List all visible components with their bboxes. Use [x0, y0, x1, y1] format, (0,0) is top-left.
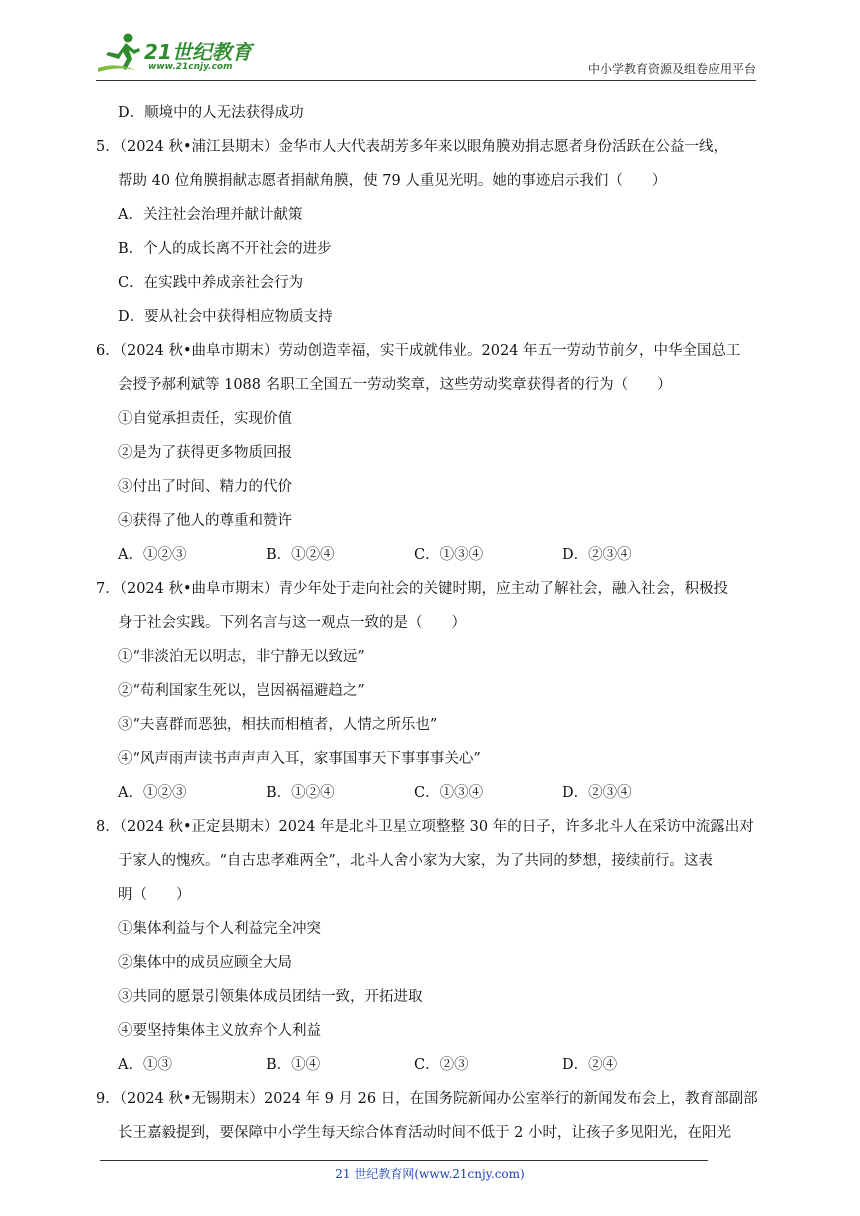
question-stem: 9．（2024 秋•无锡期末）2024 年 9 月 26 日，在国务院新闻办公室举行的新闻发布会上，教育部副部 — [96, 1091, 758, 1107]
logo — [96, 30, 266, 80]
answer-choice: C．①③④ — [414, 547, 484, 563]
question-stem: 6．（2024 秋•曲阜市期末）劳动创造幸福，实干成就伟业。2024 年五一劳动节前夕，中华全国总工 — [96, 343, 741, 359]
option-line: ②是为了获得更多物质回报 — [118, 445, 292, 461]
answer-choice: B．①②④ — [266, 547, 335, 563]
platform-title: 中小学教育资源及组卷应用平台 — [587, 62, 756, 76]
answer-choice: C．①③④ — [414, 785, 484, 801]
runner-logo-icon — [96, 32, 146, 76]
option-line: A．关注社会治理并献计献策 — [118, 207, 303, 223]
question-stem: 5．（2024 秋•浦江县期末）金华市人大代表胡芳多年来以眼角膜劝捐志愿者身份活跃在公益一线， — [96, 139, 729, 155]
question-stem-continued: 帮助 40 位角膜捐献志愿者捐献角膜，使 79 人重见光明。她的事迹启示我们（ ） — [118, 173, 667, 189]
question-stem-continued: 身于社会实践。下列名言与这一观点一致的是（ ） — [118, 615, 466, 631]
footer-divider — [100, 1160, 708, 1161]
question-stem: 8．（2024 秋•正定县期末）2024 年是北斗卫星立项整整 30 年的日子，许多北斗人在采访中流露出对 — [96, 819, 754, 835]
logo-url: www.21cnjy.com — [148, 62, 233, 72]
answer-choices — [96, 1048, 764, 1082]
option-line: ②“苟利国家生死以，岂因祸福避趋之” — [118, 683, 365, 699]
answer-choice: A．①②③ — [118, 785, 187, 801]
option-line: ④获得了他人的尊重和赞许 — [118, 513, 292, 529]
answer-choice: B．①④ — [266, 1057, 321, 1073]
answer-choice: D．②③④ — [562, 785, 632, 801]
option-line: ①“非淡泊无以明志，非宁静无以致远” — [118, 649, 365, 665]
option-line: ④“风声雨声读书声声声入耳，家事国事天下事事事关心” — [118, 751, 481, 767]
option-line: ④要坚持集体主义放弃个人利益 — [118, 1023, 321, 1039]
answer-choice: D．②④ — [562, 1057, 618, 1073]
question-stem: 7．（2024 秋•曲阜市期末）青少年处于走向社会的关键时期，应主动了解社会，融入社会，积极投 — [96, 581, 729, 597]
option-line: B．个人的成长离不开社会的进步 — [118, 241, 332, 257]
page-header — [96, 30, 756, 82]
option-line: ①集体利益与个人利益完全冲突 — [118, 921, 321, 937]
option-line: D．要从社会中获得相应物质支持 — [118, 309, 333, 325]
option-line: ①自觉承担责任，实现价值 — [118, 411, 292, 427]
option-line: C．在实践中养成亲社会行为 — [118, 275, 304, 291]
answer-choices — [96, 776, 764, 810]
footer-text: 21 世纪教育网(www.21cnjy.com) — [335, 1167, 525, 1181]
answer-choice: C．②③ — [414, 1057, 469, 1073]
question-content — [96, 96, 764, 1150]
option-line: ③“夫喜群而恶独，相扶而相植者，人情之所乐也” — [118, 717, 438, 733]
answer-choice: B．①②④ — [266, 785, 335, 801]
header-divider — [96, 80, 756, 81]
question-stem-continued: 会授予郝利斌等 1088 名职工全国五一劳动奖章，这些劳动奖章获得者的行为（ ） — [118, 377, 672, 393]
question-stem-continued: 长王嘉毅提到，要保障中小学生每天综合体育活动时间不低于 2 小时，让孩子多见阳光，在阳光 — [118, 1125, 731, 1141]
option-line: ③共同的愿景引领集体成员团结一致，开拓进取 — [118, 989, 423, 1005]
answer-choice: D．②③④ — [562, 547, 632, 563]
logo-text: 21世纪教育 — [144, 40, 252, 64]
option-line: ③付出了时间、精力的代价 — [118, 479, 292, 495]
option-line: ②集体中的成员应顾全大局 — [118, 955, 292, 971]
question-stem-continued: 于家人的愧疚。“自古忠孝难两全”，北斗人舍小家为大家，为了共同的梦想，接续前行。这表 — [118, 853, 713, 869]
answer-choice: A．①②③ — [118, 547, 187, 563]
answer-choice: A．①③ — [118, 1057, 172, 1073]
option-line: D．顺境中的人无法获得成功 — [118, 105, 304, 121]
answer-choices — [96, 538, 764, 572]
question-stem-continued: 明（ ） — [118, 887, 191, 903]
